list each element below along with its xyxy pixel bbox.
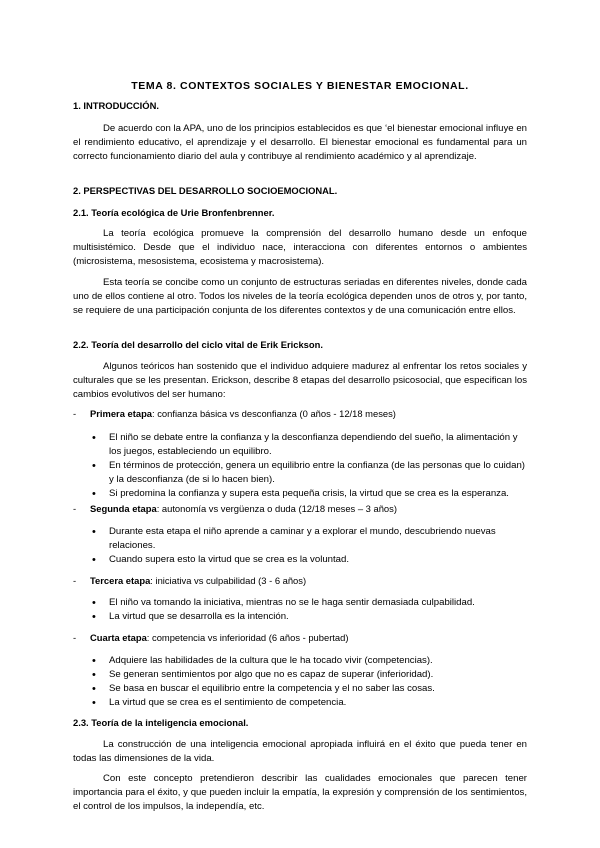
dash-marker: - bbox=[73, 575, 77, 586]
stage-1-bullets bbox=[92, 431, 528, 501]
document-title: TEMA 8. CONTEXTOS SOCIALES Y BIENESTAR EMOCIONAL. bbox=[131, 80, 469, 92]
paragraph-inteligencia-2 bbox=[73, 772, 527, 814]
subsection-heading-erickson: 2.2. Teoría del desarrollo del ciclo vital de Erik Erickson. bbox=[73, 339, 323, 350]
paragraph-ecologica-2 bbox=[73, 276, 527, 318]
subsection-heading-inteligencia-emocional: 2.3. Teoría de la inteligencia emocional. bbox=[73, 717, 249, 728]
subsection-heading-ecologica: 2.1. Teoría ecológica de Urie Bronfenbrenner. bbox=[73, 207, 275, 218]
stage-name: Tercera etapa bbox=[90, 575, 151, 586]
list-item: • La virtud que se desarrolla es la intención. bbox=[92, 610, 528, 624]
list-item: • Adquiere las habilidades de la cultura que le ha tocado vivir (competencias). bbox=[92, 654, 528, 668]
stage-name: Primera etapa bbox=[90, 408, 153, 419]
dash-marker: - bbox=[73, 503, 77, 514]
section-heading-introduccion: 1. INTRODUCCIÓN. bbox=[73, 100, 159, 111]
list-item: • El niño se debate entre la confianza y la desconfianza dependiendo del sueño, la alimentación y los juegos, estableciendo un equilibro. bbox=[92, 431, 528, 459]
paragraph-introduccion bbox=[73, 122, 527, 164]
paragraph-text: La construcción de una inteligencia emocional apropiada influirá en el éxito que pueda tener en todas las dimensiones de la vida. bbox=[73, 739, 527, 764]
stage-2-bullets bbox=[92, 525, 528, 567]
stage-line bbox=[90, 408, 396, 419]
stage-line bbox=[90, 575, 306, 586]
paragraph-inteligencia-1 bbox=[73, 738, 527, 766]
stage-3-bullets bbox=[92, 596, 528, 624]
dash-marker: - bbox=[73, 632, 77, 643]
paragraph-ecologica-1 bbox=[73, 227, 527, 269]
stage-desc: : competencia vs inferioridad (6 años - pubertad) bbox=[146, 632, 349, 643]
list-item: • En términos de protección, genera un equilibrio entre la confianza (de las personas que lo cuidan) y la desconfianza (de si lo hacen bien). bbox=[92, 459, 528, 487]
list-item: • Se basa en buscar el equilibrio entre la competencia y el no saber las cosas. bbox=[92, 682, 528, 696]
paragraph-text: Esta teoría se concibe como un conjunto de estructuras seriadas en diferentes niveles, donde cada uno de ellos contiene al otro. Todos los niveles de la teoría ecológica dependen unos de otros y, por tanto, se requiere de una participación conjunta de los diferentes contextos y de una comunicación entre ellos. bbox=[73, 277, 527, 316]
dash-marker: - bbox=[73, 408, 77, 419]
stage-name: Cuarta etapa bbox=[90, 632, 147, 643]
list-item: • Durante esta etapa el niño aprende a caminar y a explorar el mundo, descubriendo nuevas relaciones. bbox=[92, 525, 528, 553]
paragraph-erickson bbox=[73, 360, 527, 402]
stage-4-bullets bbox=[92, 654, 528, 710]
stage-line bbox=[90, 503, 397, 514]
paragraph-text: La teoría ecológica promueve la comprensión del desarrollo humano desde un enfoque multisistémico. Desde que el individuo nace, interacciona con diferentes entornos o ambientes (microsistema, mesosistema, ecosistema y macrosistema). bbox=[73, 228, 527, 267]
stage-name: Segunda etapa bbox=[90, 503, 157, 514]
list-item: • Si predomina la confianza y supera esta pequeña crisis, la virtud que se crea es la esperanza. bbox=[92, 487, 528, 501]
stage-line bbox=[90, 632, 348, 643]
section-heading-perspectivas: 2. PERSPECTIVAS DEL DESARROLLO SOCIOEMOCIONAL. bbox=[73, 185, 338, 196]
stage-desc: : iniciativa vs culpabilidad (3 - 6 años) bbox=[150, 575, 307, 586]
list-item: • Se generan sentimientos por algo que no es capaz de superar (inferioridad). bbox=[92, 668, 528, 682]
paragraph-text: De acuerdo con la APA, uno de los principios establecidos es que ‘el bienestar emocional influye en el rendimiento educativo, el aprendizaje y el desarrollo. El bienestar emocional es fundamental para un correcto funcionamiento diario del aula y contribuye al rendimiento académico y al aprendizaje. bbox=[73, 123, 527, 162]
paragraph-text: Algunos teóricos han sostenido que el individuo adquiere madurez al enfrentar los retos sociales y culturales que se les presentan. Erickson, describe 8 etapas del desarrollo psicosocial, que especifican los cambios evolutivos del ser humano: bbox=[73, 361, 527, 400]
list-item: • Cuando supera esto la virtud que se crea es la voluntad. bbox=[92, 553, 528, 567]
list-item: • El niño va tomando la iniciativa, mientras no se le haga sentir demasiada culpabilidad. bbox=[92, 596, 528, 610]
paragraph-text: Con este concepto pretendieron describir las cualidades emocionales que parecen tener importancia para el éxito, y que pueden incluir la empatía, la expresión y comprensión de los sentimientos, el control de los impulsos, la independía, etc. bbox=[73, 773, 527, 812]
list-item: • La virtud que se crea es el sentimiento de competencia. bbox=[92, 696, 528, 710]
stage-desc: : confianza básica vs desconfianza (0 años - 12/18 meses) bbox=[152, 408, 396, 419]
stage-desc: : autonomía vs vergüenza o duda (12/18 meses – 3 años) bbox=[156, 503, 397, 514]
